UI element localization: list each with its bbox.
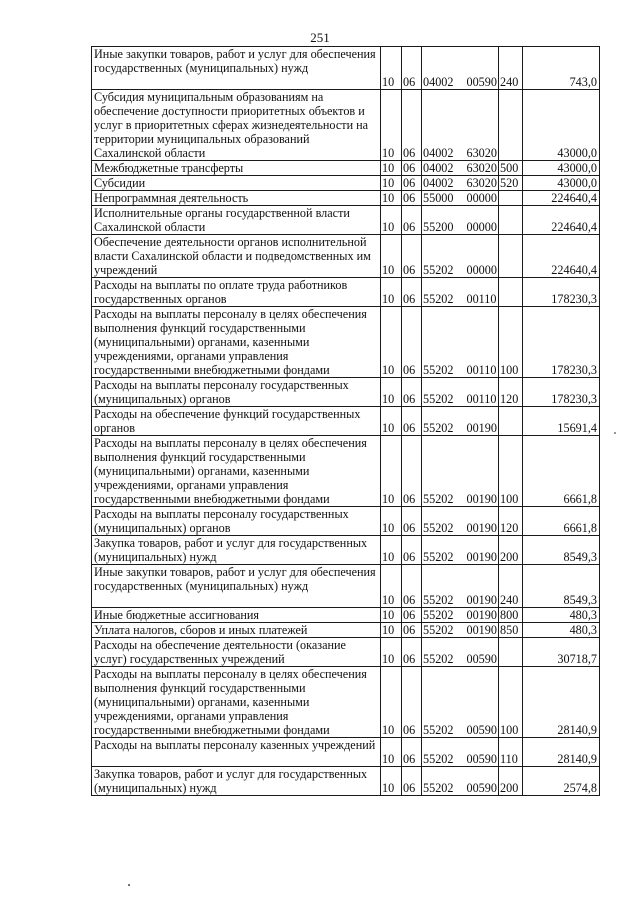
table-row — [92, 667, 600, 738]
row-name: Расходы на обеспечение деятельности (оказание услуг) государственных учреждений — [92, 638, 381, 667]
row-target-article — [422, 161, 499, 176]
row-subsection: 06 — [402, 307, 422, 378]
row-subsection: 06 — [402, 378, 422, 407]
row-amount: 43000,0 — [523, 176, 600, 191]
row-name: Обеспечение деятельности органов исполнительной власти Сахалинской области и подведомственных им учреждений — [92, 235, 381, 278]
row-expense-type: 800 — [499, 608, 523, 623]
row-section: 10 — [381, 565, 402, 608]
row-subsection: 06 — [402, 235, 422, 278]
row-target-article-part1: 55202 — [423, 263, 454, 277]
table-row — [92, 378, 600, 407]
row-expense-type — [499, 278, 523, 307]
row-section: 10 — [381, 47, 402, 90]
row-target-article-part2: 00590 — [466, 723, 497, 737]
row-target-article — [422, 638, 499, 667]
row-target-article — [422, 307, 499, 378]
row-amount: 15691,4 — [523, 407, 600, 436]
row-target-article — [422, 767, 499, 796]
row-target-article-part1: 55202 — [423, 608, 454, 622]
row-subsection: 06 — [402, 161, 422, 176]
row-target-article-part2: 00190 — [466, 421, 497, 435]
row-name: Расходы на выплаты персоналу казенных учреждений — [92, 738, 381, 767]
row-name: Расходы на выплаты по оплате труда работников государственных органов — [92, 278, 381, 307]
row-subsection: 06 — [402, 608, 422, 623]
row-target-article-part1: 55202 — [423, 623, 454, 637]
row-section: 10 — [381, 638, 402, 667]
row-subsection: 06 — [402, 206, 422, 235]
row-subsection: 06 — [402, 278, 422, 307]
row-subsection: 06 — [402, 536, 422, 565]
row-subsection: 06 — [402, 176, 422, 191]
row-amount: 8549,3 — [523, 536, 600, 565]
row-amount: 480,3 — [523, 623, 600, 638]
row-name: Субсидия муниципальным образованиям на обеспечение доступности приоритетных объектов и услуг в приоритетных сферах жизнедеятельности на территории муниципальных образований Сахалинской области — [92, 90, 381, 161]
row-target-article-part2: 00110 — [466, 292, 497, 306]
row-amount: 6661,8 — [523, 436, 600, 507]
row-name: Иные закупки товаров, работ и услуг для обеспечения государственных (муниципальных) нужд — [92, 565, 381, 608]
row-target-article — [422, 90, 499, 161]
row-section: 10 — [381, 161, 402, 176]
row-expense-type: 200 — [499, 767, 523, 796]
row-name: Закупка товаров, работ и услуг для государственных (муниципальных) нужд — [92, 767, 381, 796]
row-name: Межбюджетные трансферты — [92, 161, 381, 176]
row-target-article-part1: 55200 — [423, 220, 454, 234]
row-amount: 28140,9 — [523, 667, 600, 738]
table-row — [92, 278, 600, 307]
row-target-article-part2: 00110 — [466, 392, 497, 406]
row-target-article-part1: 04002 — [423, 146, 454, 160]
row-subsection: 06 — [402, 667, 422, 738]
row-subsection: 06 — [402, 407, 422, 436]
row-section: 10 — [381, 507, 402, 536]
row-name: Расходы на выплаты персоналу в целях обеспечения выполнения функций государственными (муниципальными) органами, казенными учреждениями, органами управления государственными внебюджетными фондами — [92, 436, 381, 507]
row-target-article-part1: 04002 — [423, 176, 454, 190]
row-expense-type: 100 — [499, 436, 523, 507]
row-target-article — [422, 536, 499, 565]
table-row — [92, 307, 600, 378]
row-expense-type: 500 — [499, 161, 523, 176]
row-expense-type: 850 — [499, 623, 523, 638]
row-name: Субсидии — [92, 176, 381, 191]
row-target-article-part1: 55202 — [423, 652, 454, 666]
row-amount: 224640,4 — [523, 235, 600, 278]
row-name: Расходы на выплаты персоналу государственных (муниципальных) органов — [92, 507, 381, 536]
row-target-article-part2: 00000 — [466, 263, 497, 277]
table-row — [92, 235, 600, 278]
table-row — [92, 507, 600, 536]
row-amount: 224640,4 — [523, 191, 600, 206]
row-target-article — [422, 235, 499, 278]
row-name: Расходы на обеспечение функций государственных органов — [92, 407, 381, 436]
table-row — [92, 206, 600, 235]
row-name: Расходы на выплаты персоналу государственных (муниципальных) органов — [92, 378, 381, 407]
row-expense-type — [499, 191, 523, 206]
row-section: 10 — [381, 738, 402, 767]
row-amount: 2574,8 — [523, 767, 600, 796]
row-section: 10 — [381, 767, 402, 796]
scan-speck — [614, 432, 616, 434]
row-target-article — [422, 436, 499, 507]
table-row — [92, 608, 600, 623]
scan-speck — [128, 884, 130, 886]
row-amount: 178230,3 — [523, 278, 600, 307]
table-row — [92, 191, 600, 206]
row-expense-type: 240 — [499, 47, 523, 90]
row-target-article — [422, 507, 499, 536]
row-expense-type: 100 — [499, 307, 523, 378]
row-target-article-part1: 55202 — [423, 292, 454, 306]
row-target-article-part2: 00190 — [466, 521, 497, 535]
table-row — [92, 565, 600, 608]
table-row — [92, 176, 600, 191]
row-amount: 178230,3 — [523, 307, 600, 378]
row-name: Закупка товаров, работ и услуг для государственных (муниципальных) нужд — [92, 536, 381, 565]
table-row — [92, 407, 600, 436]
row-expense-type — [499, 235, 523, 278]
row-target-article — [422, 191, 499, 206]
row-target-article-part2: 00000 — [466, 191, 497, 205]
table-row — [92, 161, 600, 176]
row-section: 10 — [381, 307, 402, 378]
table-row — [92, 767, 600, 796]
row-target-article-part2: 63020 — [466, 161, 497, 175]
row-target-article-part1: 55202 — [423, 392, 454, 406]
row-target-article-part1: 55202 — [423, 781, 454, 795]
row-target-article-part2: 00110 — [466, 363, 497, 377]
table-row — [92, 436, 600, 507]
row-target-article-part1: 55202 — [423, 363, 454, 377]
row-amount: 43000,0 — [523, 90, 600, 161]
row-amount: 28140,9 — [523, 738, 600, 767]
row-target-article — [422, 738, 499, 767]
row-amount: 480,3 — [523, 608, 600, 623]
row-target-article-part1: 04002 — [423, 161, 454, 175]
row-amount: 30718,7 — [523, 638, 600, 667]
row-target-article — [422, 176, 499, 191]
row-target-article-part1: 55202 — [423, 492, 454, 506]
table-row — [92, 536, 600, 565]
row-amount: 224640,4 — [523, 206, 600, 235]
row-subsection: 06 — [402, 436, 422, 507]
row-expense-type: 120 — [499, 507, 523, 536]
table-row — [92, 623, 600, 638]
page-number: 251 — [310, 30, 330, 45]
table-row — [92, 47, 600, 90]
table-row — [92, 738, 600, 767]
row-target-article-part1: 55202 — [423, 550, 454, 564]
row-target-article — [422, 565, 499, 608]
row-target-article-part2: 63020 — [466, 176, 497, 190]
budget-table — [91, 46, 600, 796]
row-subsection: 06 — [402, 191, 422, 206]
row-name: Иные закупки товаров, работ и услуг для обеспечения государственных (муниципальных) нужд — [92, 47, 381, 90]
row-expense-type: 120 — [499, 378, 523, 407]
row-name: Исполнительные органы государственной власти Сахалинской области — [92, 206, 381, 235]
row-expense-type — [499, 638, 523, 667]
row-target-article — [422, 667, 499, 738]
row-target-article-part2: 00190 — [466, 623, 497, 637]
row-target-article-part1: 55202 — [423, 521, 454, 535]
row-subsection: 06 — [402, 623, 422, 638]
row-section: 10 — [381, 176, 402, 191]
row-target-article-part1: 55202 — [423, 593, 454, 607]
row-section: 10 — [381, 191, 402, 206]
row-target-article — [422, 278, 499, 307]
row-target-article-part2: 00590 — [466, 752, 497, 766]
row-section: 10 — [381, 206, 402, 235]
row-target-article-part2: 00590 — [466, 652, 497, 666]
row-target-article — [422, 623, 499, 638]
row-target-article-part2: 00190 — [466, 492, 497, 506]
row-target-article-part2: 00590 — [466, 75, 497, 89]
row-section: 10 — [381, 536, 402, 565]
row-subsection: 06 — [402, 507, 422, 536]
row-name: Непрограммная деятельность — [92, 191, 381, 206]
row-amount: 6661,8 — [523, 507, 600, 536]
row-target-article-part1: 55000 — [423, 191, 454, 205]
row-target-article-part1: 55202 — [423, 723, 454, 737]
row-target-article-part1: 55202 — [423, 421, 454, 435]
row-name: Расходы на выплаты персоналу в целях обеспечения выполнения функций государственными (муниципальными) органами, казенными учреждениями, органами управления государственными внебюджетными фондами — [92, 667, 381, 738]
row-section: 10 — [381, 667, 402, 738]
row-subsection: 06 — [402, 738, 422, 767]
row-subsection: 06 — [402, 47, 422, 90]
row-expense-type — [499, 407, 523, 436]
row-target-article-part1: 55202 — [423, 752, 454, 766]
row-subsection: 06 — [402, 638, 422, 667]
row-section: 10 — [381, 608, 402, 623]
row-name: Иные бюджетные ассигнования — [92, 608, 381, 623]
row-amount: 8549,3 — [523, 565, 600, 608]
row-target-article — [422, 608, 499, 623]
row-section: 10 — [381, 436, 402, 507]
row-section: 10 — [381, 278, 402, 307]
table-row — [92, 638, 600, 667]
row-target-article — [422, 378, 499, 407]
row-target-article — [422, 407, 499, 436]
row-amount: 743,0 — [523, 47, 600, 90]
row-target-article — [422, 206, 499, 235]
row-subsection: 06 — [402, 565, 422, 608]
table-row — [92, 90, 600, 161]
row-expense-type — [499, 206, 523, 235]
row-amount: 43000,0 — [523, 161, 600, 176]
row-subsection: 06 — [402, 767, 422, 796]
row-section: 10 — [381, 407, 402, 436]
row-expense-type: 110 — [499, 738, 523, 767]
row-target-article-part2: 63020 — [466, 146, 497, 160]
row-section: 10 — [381, 378, 402, 407]
row-target-article — [422, 47, 499, 90]
row-target-article-part2: 00590 — [466, 781, 497, 795]
row-section: 10 — [381, 235, 402, 278]
row-target-article-part2: 00190 — [466, 550, 497, 564]
row-name: Уплата налогов, сборов и иных платежей — [92, 623, 381, 638]
row-expense-type — [499, 90, 523, 161]
row-amount: 178230,3 — [523, 378, 600, 407]
row-expense-type: 100 — [499, 667, 523, 738]
row-target-article-part2: 00000 — [466, 220, 497, 234]
row-target-article-part2: 00190 — [466, 608, 497, 622]
row-expense-type: 200 — [499, 536, 523, 565]
row-name: Расходы на выплаты персоналу в целях обеспечения выполнения функций государственными (муниципальными) органами, казенными учреждениями, органами управления государственными внебюджетными фондами — [92, 307, 381, 378]
budget-table-body — [92, 47, 600, 796]
row-target-article-part1: 04002 — [423, 75, 454, 89]
row-subsection: 06 — [402, 90, 422, 161]
row-expense-type: 240 — [499, 565, 523, 608]
row-expense-type: 520 — [499, 176, 523, 191]
row-target-article-part2: 00190 — [466, 593, 497, 607]
row-section: 10 — [381, 90, 402, 161]
row-section: 10 — [381, 623, 402, 638]
